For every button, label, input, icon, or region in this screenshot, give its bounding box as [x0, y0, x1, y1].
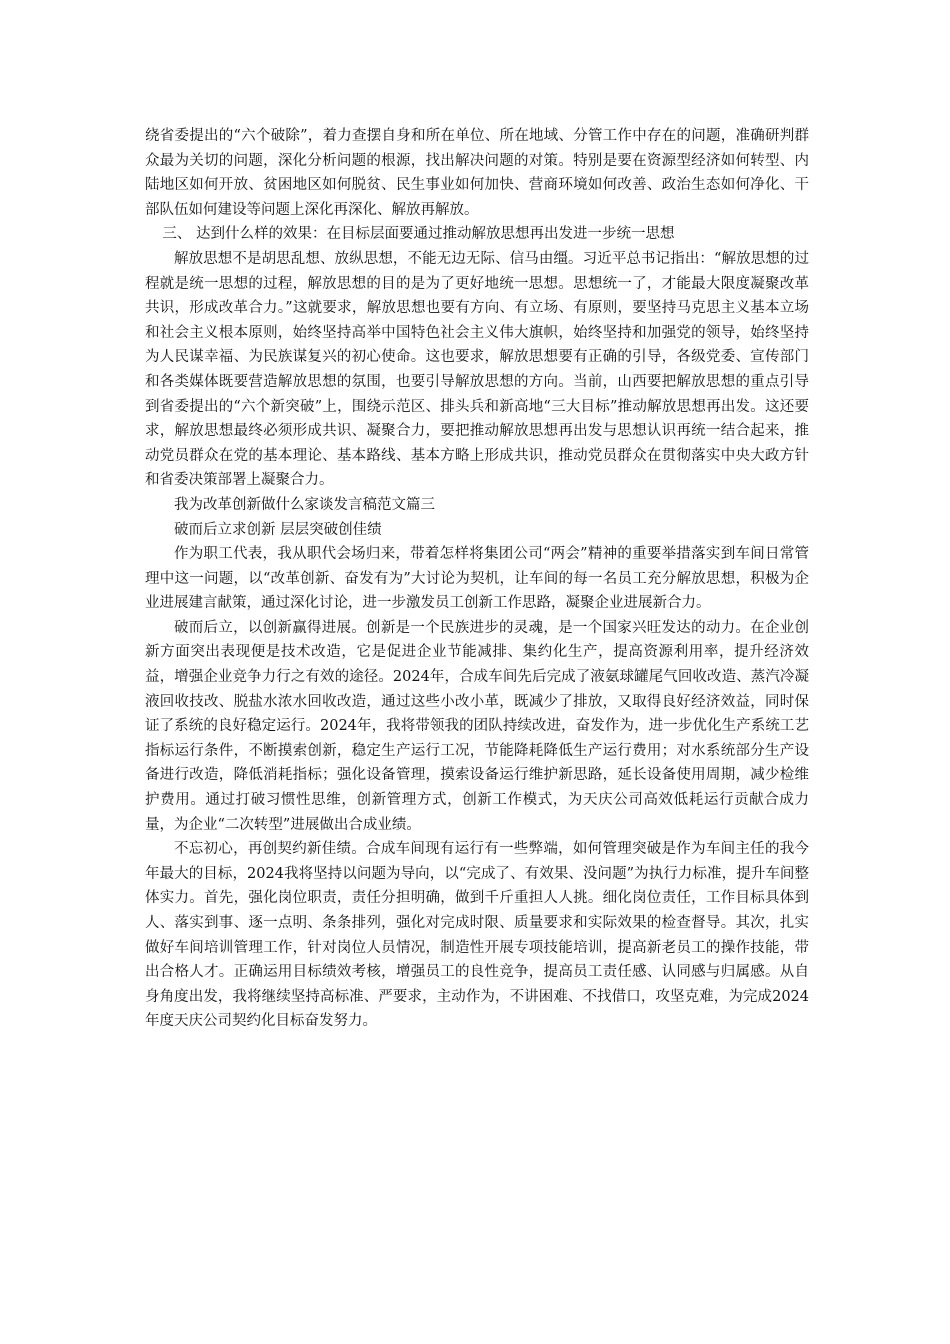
paragraph-continuation: 绕省委提出的“六个破除”，着力查摆自身和所在单位、所在地域、分管工作中存在的问题，准确研判群众最为关切的问题，深化分析问题的根源，找出解决问题的对策。特别是要在资源型经济如何转型、内陆地区如何开放、贫困地区如何脱贫、民生事业如何加快、营商环境如何改善、政治生态如何净化、干部队伍如何建设等问题上深化再深化、解放再解放。 [145, 128, 809, 218]
paragraph-innovation: 破而后立，以创新赢得进展。创新是一个民族进步的灵魂，是一个国家兴旺发达的动力。在企业创新方面突出表现便是技术改造，它是促进企业节能减排、集约化生产，提高资源利用率，提升经济效益，增强企业竞争力行之有效的途径。2024年，合成车间先后完成了液氨球罐尾气回收改造、蒸汽冷凝液回收技改、脱盐水浓水回收改造，通过这些小改小革，既减少了排放，又取得良好经济效益，同时保证了系统的良好稳定运行。2024年，我将带领我的团队持续改进，奋发作为，进一步优化生产系统工艺指标运行条件，不断摸索创新，稳定生产运行工况，节能降耗降低生产运行费用；对水系统部分生产设备进行改造，降低消耗指标；强化设备管理，摸索设备运行维护新思路，延长设备使用周期，减少检维护费用。通过打破习惯性思维，创新管理方式，创新工作模式，为天庆公司高效低耗运行贡献合成力量，为企业“二次转型”进展做出合成业绩。 [145, 619, 809, 833]
paragraph-original-aspiration: 不忘初心，再创契约新佳绩。合成车间现有运行有一些弊端，如何管理突破是作为车间主任的我今年最大的目标，2024我将坚持以问题为导向，以“完成了、有效果、没问题”为执行力标准，提升车间整体实力。首先，强化岗位职责，责任分担明确，做到千斤重担人人挑。细化岗位责任，工作目标具体到人、落实到事、逐一点明、条条排列，强化对完成时限、质量要求和实际效果的检查督导。其次，扎实做好车间培训管理工作，针对岗位人员情况，制造性开展专项技能培训，提高新老员工的操作技能，带出合格人才。正确运用目标绩效考核，增强员工的良性竞争，提高员工责任感、认同感与归属感。从自身角度出发，我将继续坚持高标准、严要求，主动作为，不讲困难、不找借口，攻坚克难，为完成2024年度天庆公司契约化目标奋发努力。 [145, 841, 809, 1030]
article-subtitle: 破而后立求创新 层层突破创佳绩 [174, 521, 382, 538]
paragraph-worker-representative: 作为职工代表，我从职代会场归来，带着怎样将集团公司“两会”精神的重要举措落实到车间日常管理中这一问题，以“改革创新、奋发有为”大讨论为契机，让车间的每一名员工充分解放思想，积极为企业进展建言献策，通过深化讨论，进一步激发员工创新工作思路，凝聚企业进展新合力。 [145, 546, 809, 612]
paragraph-emancipation: 解放思想不是胡思乱想、放纵思想，不能无边无际、信马由缰。习近平总书记指出：“解放思想的过程就是统一思想的过程，解放思想的目的是为了更好地统一思想。思想统一了，才能最大限度凝聚改革共识，形成改革合力。”这就要求，解放思想也要有方向、有立场、有原则，要坚持马克思主义基本立场和社会主义根本原则，始终坚持高举中国特色社会主义伟大旗帜，始终坚持和加强党的领导，始终坚持为人民谋幸福、为民族谋复兴的初心使命。这也要求，解放思想要有正确的引导，各级党委、宣传部门和各类媒体既要营造解放思想的氛围，也要引导解放思想的方向。当前，山西要把解放思想的重点引导到省委提出的“六个新突破”上，围绕示范区、排头兵和新高地“三大目标”推动解放思想再出发。这还要求，解放思想最终必须形成共识、凝聚合力，要把推动解放思想再出发与思想认识再统一结合起来，推动党员群众在党的基本理论、基本路线、基本方略上形成共识，推动党员群众在贯彻落实中央大政方针和省委决策部署上凝聚合力。 [145, 250, 809, 489]
article-title: 我为改革创新做什么家谈发言稿范文篇三 [174, 496, 435, 513]
section-heading-three: 三、 达到什么样的效果：在目标层面要通过推动解放思想再出发进一步统一思想 [162, 226, 675, 243]
document-body [145, 124, 809, 1034]
